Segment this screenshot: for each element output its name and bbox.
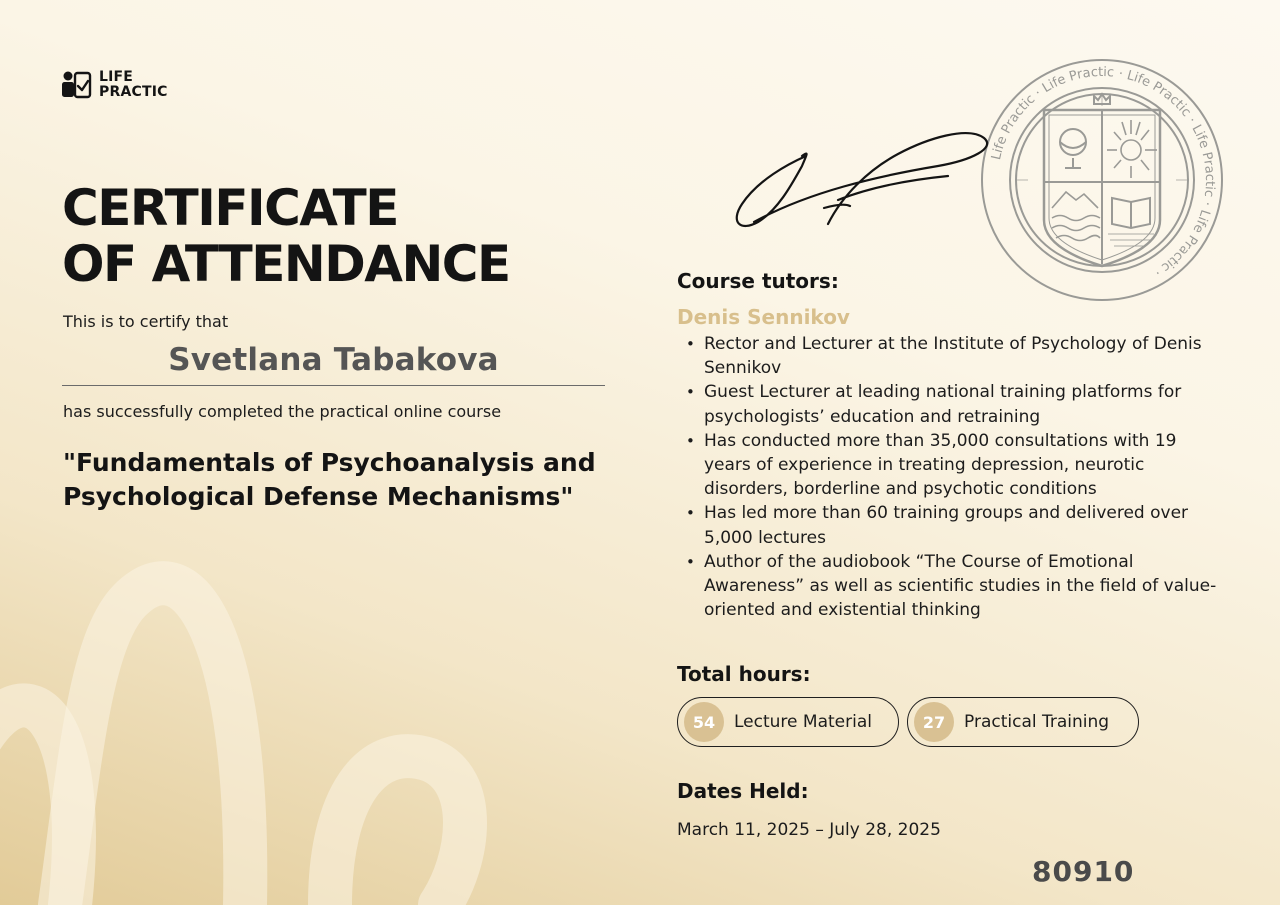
tutor-bullets — [686, 332, 1226, 622]
title-line2: OF ATTENDANCE — [62, 235, 510, 293]
logo-icon — [62, 70, 92, 100]
certificate-title — [62, 180, 662, 292]
tutors-heading: Course tutors: — [677, 269, 839, 293]
practical-hours-label: Practical Training — [964, 712, 1110, 732]
tutor-bullet: • Author of the audiobook “The Course of Emotional Awareness” as well as scientific studies in the field of value-oriented and existential thinking — [686, 551, 1217, 621]
logo-line2: PRACTIC — [99, 84, 168, 100]
seal-ring-text: Life Practic · Life Practic · Life Practic · Life Practic · Life Practic · — [989, 64, 1218, 280]
lecture-hours-badge — [677, 697, 899, 747]
lecture-hours-value: 54 — [684, 702, 724, 742]
tutor-bullet: • Rector and Lecturer at the Institute of Psychology of Denis Sennikov — [686, 334, 1202, 379]
completed-text: has successfully completed the practical online course — [63, 402, 502, 421]
certificate-number: 80910 — [1032, 855, 1135, 888]
life-practic-logo — [62, 70, 168, 100]
signature — [728, 118, 1028, 238]
tutor-bullet: • Has conducted more than 35,000 consultations with 19 years of experience in treating depression, neurotic disorders, borderline and psychotic conditions — [686, 430, 1177, 500]
mountain-waves-icon — [1052, 192, 1100, 241]
title-line1: CERTIFICATE — [62, 179, 398, 237]
dates-heading: Dates Held: — [677, 779, 809, 803]
course-name: "Fundamentals of Psychoanalysis and Psychological Defense Mechanisms" — [63, 448, 596, 511]
certify-text: This is to certify that — [63, 312, 229, 331]
dates-value: March 11, 2025 – July 28, 2025 — [677, 820, 941, 840]
logo-line1: LIFE — [99, 69, 134, 85]
globe-icon — [1060, 129, 1086, 168]
lecture-hours-label: Lecture Material — [734, 712, 872, 732]
sun-icon — [1107, 120, 1157, 178]
practical-hours-value: 27 — [914, 702, 954, 742]
book-icon — [1112, 198, 1150, 228]
practical-hours-badge — [907, 697, 1139, 747]
tutor-name: Denis Sennikov — [677, 305, 850, 329]
tutor-bullet: • Guest Lecturer at leading national training platforms for psychologists’ education and retraining — [686, 382, 1182, 427]
tutor-bullet: • Has led more than 60 training groups and delivered over 5,000 lectures — [686, 503, 1189, 548]
recipient-name: Svetlana Tabakova — [62, 342, 605, 386]
hours-heading: Total hours: — [677, 662, 811, 686]
